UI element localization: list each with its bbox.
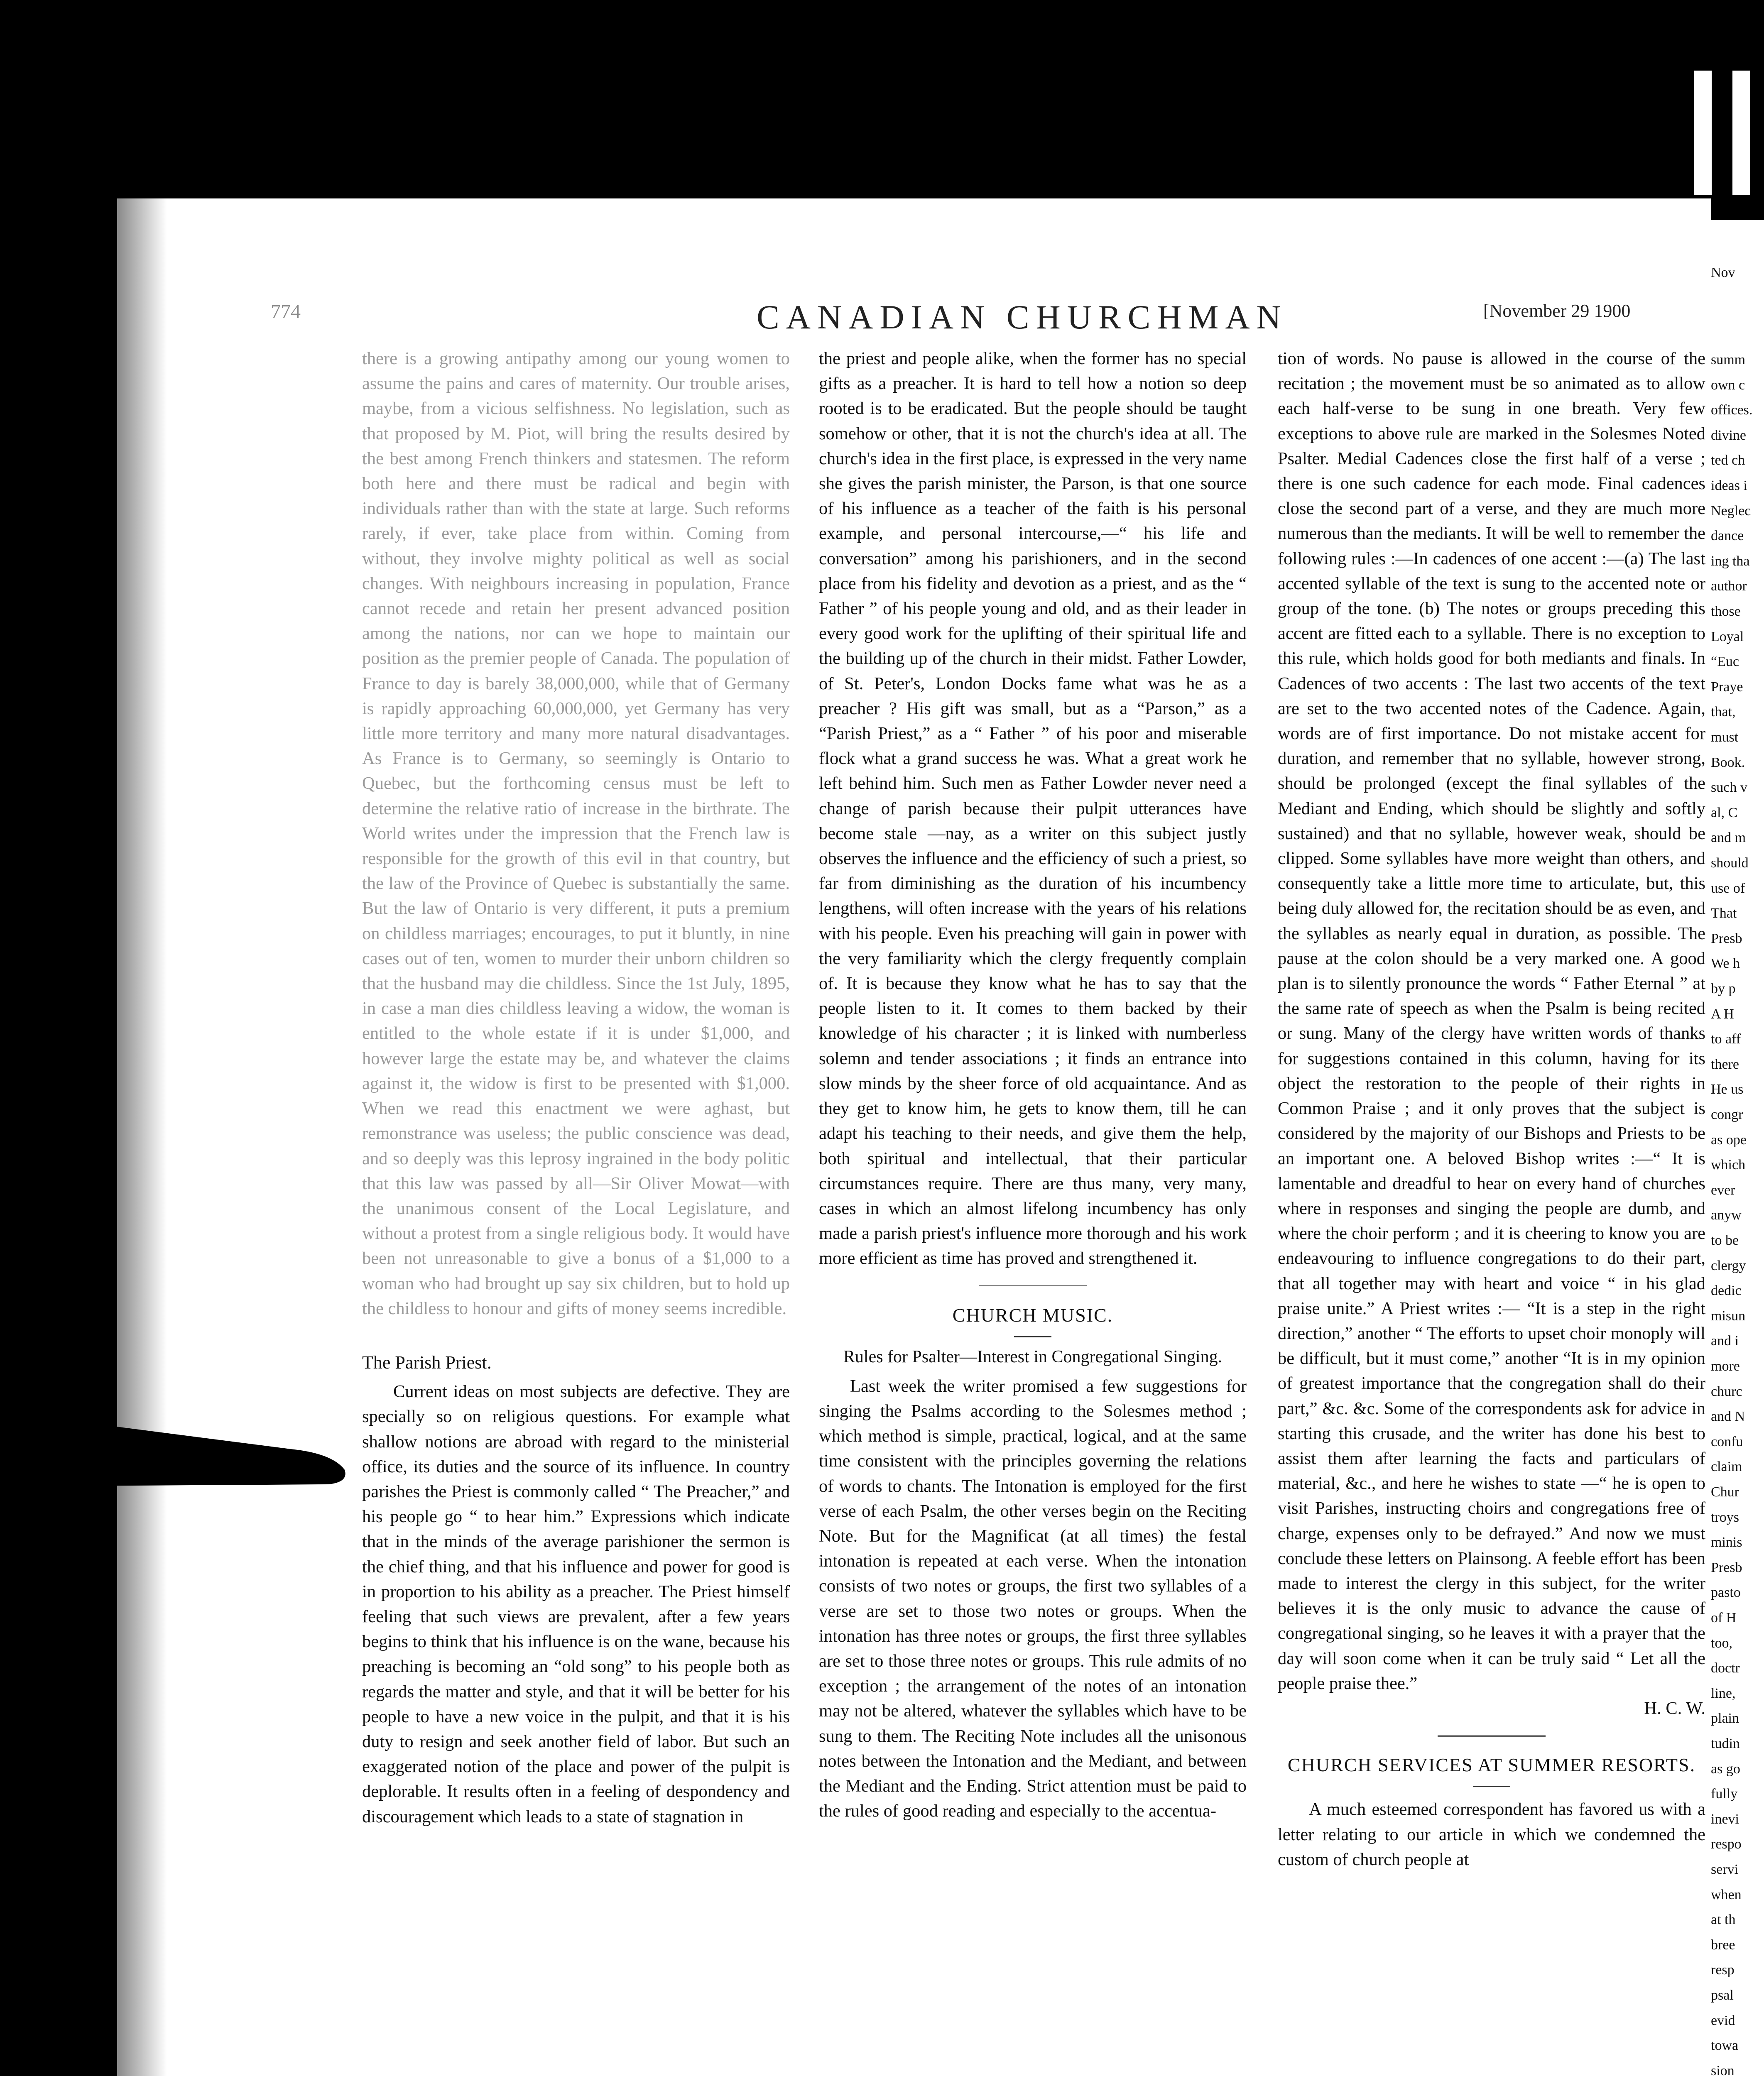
right-page-text-fragment: and m	[1711, 830, 1746, 846]
right-page-text-fragment: author	[1711, 578, 1747, 594]
right-page-text-fragment: which	[1711, 1157, 1746, 1173]
right-page-text-fragment: anyw	[1711, 1207, 1742, 1223]
article-paragraph: there is a growing antipathy among our young women to assume the pains and cares of maternity. Our trouble arises, maybe, from a vicious selfishness. No legislation, such as that proposed by M. Piot, will bring the results desired by the best among French thinkers and statesmen. The reform both here and there must be radical and begin with individuals rather than with the state at large. Such reforms rarely, if ever, take place from within. Coming from without, they involve mighty political as well as social changes. With neighbours increasing in population, France cannot recede and retain her present advanced position among the nations, nor can we hope to maintain our position as the premier people of Canada. The population of France to day is barely 38,000,000, while that of Germany is rapidly approaching 60,000,000, yet Germany has very little more territory and many more natural disadvantages. As France is to Germany, so seemingly is Ontario to Quebec, but the forthcoming census must be left to determine the relative ratio of increase in the birthrate. The World writes under the impression that the French law is responsible for the growth of this evil in that country, but the law of the Province of Quebec is substantially the same. But the law of Ontario is very different, it puts a premium on childless marriages; encourages, to put it bluntly, in nine cases out of ten, women to murder their unborn children so that the husband may die childless. Since the 1st July, 1895, in case a man dies childless leaving a widow, the woman is entitled to the whole estate if it is under $1,000, and however large the estate may be, and whatever the claims against it, the widow is first to be presented with $1,000. When we read this enactment we were aghast, but remonstrance was useless; the public conscience was dead, and so deeply was this leprosy ingrained in the body politic that this law was passed by all—Sir Oliver Mowat—with the unanimous consent of the Local Legislature, and without a protest from a single religious body. It would have been not unreasonable to give a bonus of a $1,000 to a woman who had brought up say six children, but to hold up the childless to honour and gifts of money seems incredible.	[362, 349, 790, 1318]
right-page-text-fragment: Loyal	[1711, 629, 1744, 644]
right-page-text-fragment: evid	[1711, 2012, 1735, 2028]
title-underline	[1014, 1336, 1051, 1337]
right-page-text-fragment: Nov	[1711, 265, 1735, 280]
right-page-text-fragment: clergy	[1711, 1258, 1746, 1273]
section-divider	[979, 1285, 1087, 1287]
right-page-text-fragment: divine	[1711, 427, 1746, 443]
right-page-text-fragment: and N	[1711, 1409, 1745, 1425]
masthead-title: CANADIAN CHURCHMAN	[757, 298, 1288, 336]
scan-bar-top	[1732, 71, 1750, 195]
right-page-text-fragment: ted ch	[1711, 453, 1745, 468]
right-page-text-fragment: psal	[1711, 1988, 1734, 2003]
right-page-text-fragment: those	[1711, 604, 1741, 619]
right-page-text-fragment: doctr	[1711, 1660, 1740, 1676]
column-3	[1278, 346, 1705, 1872]
section-title: CHURCH MUSIC.	[952, 1304, 1113, 1326]
right-page-text-fragment: We h	[1711, 956, 1740, 972]
page-gutter-shadow	[117, 198, 167, 2076]
right-page-text-fragment: at th	[1711, 1912, 1736, 1928]
right-page-text-fragment: tudin	[1711, 1736, 1740, 1751]
right-page-text-fragment: pasto	[1711, 1585, 1741, 1601]
right-page-text-fragment: ever	[1711, 1182, 1735, 1198]
column-2	[819, 346, 1247, 1824]
right-page-text-fragment: summ	[1711, 352, 1746, 367]
right-page-text-fragment: as ope	[1711, 1132, 1747, 1148]
right-page-text-fragment: when	[1711, 1887, 1742, 1902]
page-number: 774	[271, 301, 301, 323]
right-page-text-fragment: such v	[1711, 780, 1747, 796]
right-page-text-fragment: Neglec	[1711, 503, 1751, 519]
article-paragraph: Last week the writer promised a few suggestions for singing the Psalms according to the Solesmes method ; which method is simple, practical, logical, and at the same time consistent with the principles governing the relations of words to chants. The Intonation is employed for the first verse of each Psalm, the other verses begin on the Reciting Note. But for the Magnificat (at all times) the festal intonation is repeated at each verse. When the intonation consists of two notes or groups, the first two syllables of a verse are set to those two notes or groups. When the intonation has three notes or groups, the first three syllables are set to those three notes or groups. This rule admits of no exception ; the arrangement of the notes of an intonation may not be altered, whatever the syllables which have to be sung to them. The Reciting Note includes all the unisonous notes between the Intonation and the Mediant, and between the Mediant and the Ending. Strict attention must be paid to the rules of good reading and especially to the accentua-	[819, 1376, 1247, 1821]
right-page-text-fragment: “Euc	[1711, 654, 1739, 670]
right-page-text-fragment: Presb	[1711, 930, 1742, 946]
right-page-text-fragment: ideas i	[1711, 478, 1747, 493]
right-page-text-fragment: offices.	[1711, 402, 1753, 418]
article-subheading: Rules for Psalter—Interest in Congregational Singing.	[843, 1347, 1223, 1366]
right-page-text-fragment: A H	[1711, 1006, 1734, 1022]
right-page-text-fragment: confu	[1711, 1434, 1743, 1449]
right-page-text-fragment: to aff	[1711, 1031, 1741, 1047]
right-page-text-fragment: He us	[1711, 1082, 1744, 1097]
right-page-text-fragment: Chur	[1711, 1484, 1739, 1500]
newspaper-page	[117, 198, 1711, 2076]
right-page-text-fragment: and i	[1711, 1333, 1739, 1349]
right-page-text-fragment: bree	[1711, 1937, 1735, 1953]
right-page-text-fragment: troys	[1711, 1509, 1739, 1525]
title-underline	[1473, 1786, 1510, 1787]
right-page-text-fragment: dance	[1711, 528, 1744, 544]
right-page-text-fragment: Presb	[1711, 1559, 1742, 1575]
right-page-text-fragment: own c	[1711, 377, 1745, 393]
right-page-text-fragment: churc	[1711, 1383, 1742, 1399]
right-page-text-fragment: ing tha	[1711, 553, 1750, 569]
right-page-text-fragment: there	[1711, 1056, 1739, 1072]
right-page-text-fragment: as go	[1711, 1761, 1740, 1777]
right-page-text-fragment: must	[1711, 730, 1739, 745]
right-page-text-fragment: dedic	[1711, 1283, 1742, 1299]
author-signature: H. C. W.	[1644, 1698, 1705, 1718]
right-page-text-fragment: Praye	[1711, 679, 1743, 695]
section-title: CHURCH SERVICES AT SUMMER RESORTS.	[1287, 1754, 1696, 1776]
issue-date: [November 29 1900	[1483, 301, 1631, 321]
right-page-text-fragment: al, C	[1711, 805, 1738, 820]
article-paragraph: tion of words. No pause is allowed in the course of the recitation ; the movement must be so animated as to allow each half-verse to be sung in one breath. Very few exceptions to above rule are marked in the Solesmes Noted Psalter. Medial Cadences close the first half of a verse ; there is one such cadence for each mode. Final cadences close the second part of a verse, and they are much more numerous than the mediants. It will be well to remember the following rules :—In cadences of one accent :—(a) The last accented syllable of the text is sung to the accented note or group of the tone. (b) The notes or groups preceding this accent are fitted each to a syllable. There is no exception to this rule, which holds good for both mediants and finals. In Cadences of two accents : The last two accents of the text are set to the two accented notes of the Cadence. Again, words are of first importance. Do not mistake accent for duration, and remember that no syllable, however strong, should be prolonged (except the final syllables of the Mediant and Ending, which should be slightly and softly sustained) and that no syllable, however weak, should be clipped. Some syllables have more weight than others, and consequently take a little more time to articulate, but, this being duly allowed for, the recitation should be as even, and the syllables as nearly equal in duration, as possible. The pause at the colon should be a very marked one. A good plan is to silently pronounce the words “ Father Eternal ” at the same rate of speech as when the Psalm is being recited or sung. Many of the clergy have written words of thanks for suggestions contained in this column, having for its object the restoration to the people of their rights in Common Praise ; and it only proves that the subject is considered by the majority of our Bishops and Priests to be an important one. A beloved Bishop writes :—“ It is lamentable and dreadful to hear on every hand of churches where in responses and singing the people are dumb, and where the choir perform ; and it is cheering to know you are endeavouring to influence congregations to do their part, that all together may with heart and voice “ in his glad praise unite.” A Priest writes :— “It is a step in the right direction,” another “ The efforts to upset choir monoply will be difficult, but it must come,” another “It is in my opinion of greatest importance that the congregation shall do their part,” &c. &c. Some of the correspondents ask for advice in starting this crusade, and the writer has done his best to assist them after learning the facts and particulars of material, &c., and here he wishes to state —“ he is open to visit Parishes, instructing choirs and congregations free of charge, expenses only to be defrayed.” And now we must conclude these letters on Plainsong. A feeble effort has been made to interest the clergy in this subject, for the writer believes it is the only music to advance the cause of congregational singing, so he leaves it with a prayer that the day will soon come when it can be truly said “ Let all the people praise thee.”	[1278, 349, 1705, 1693]
right-page-text-fragment: towa	[1711, 2038, 1739, 2054]
right-page-text-fragment: minis	[1711, 1535, 1742, 1550]
right-page-text-fragment: plain	[1711, 1711, 1739, 1726]
section-divider	[1438, 1735, 1546, 1737]
article-heading: The Parish Priest.	[362, 1352, 492, 1373]
page-header	[117, 298, 1711, 336]
article-paragraph: the priest and people alike, when the former has no special gifts as a preacher. It is hard to tell how a notion so deep rooted is to be eradicated. But the people should be taught somehow or other, that it is not the church's idea at all. The church's idea in the first place, is expressed in the very name she gives the parish minister, the Parson, is that one source of his influence as a teacher of the faith is his personal example, and personal intercourse,—“ his life and conversation” among his parishioners, and in the second place from his fidelity and devotion as a priest, and as the “ Father ” of his people young and old, and as their leader in every good work for the uplifting of their spiritual life and the building up of the church in their midst. Father Lowder, of St. Peter's, London Docks fame what was he as a preacher ? His gift was small, but as a “Parson,” as a “Parish Priest,” as a “ Father ” of his poor and miserable flock what a grand success he was. What a great work he left behind him. Such men as Father Lowder never need a change of parish because their pulpit utterances have become stale —nay, as a writer on this subject justly observes the influence and the efficiency of such a priest, so far from diminishing as the duration of his incumbency lengthens, will often increase with the years of his relations with his people. Even his preaching will gain in power with the very familiarity which the clergy frequently complain of. It is because they know what he has to say that the people listen to it. It comes to them backed by their knowledge of his character ; it is linked with numberless solemn and tender associations ; it finds an entrance into slow minds by the sheer force of old acquaintance. And as they get to know him, he gets to know them, till he can adapt his teaching to their needs, and give them the help, both spiritual and intellectual, that their particular circumstances require. There are thus many, very many, cases in which an almost lifelong incumbency has only made a parish priest's influence more thorough and his work more efficient as time has proved and strengthened it.	[819, 349, 1247, 1268]
right-page-text-fragment: line,	[1711, 1685, 1736, 1701]
right-page-edge	[1703, 220, 1764, 2076]
right-page-text-fragment: That	[1711, 906, 1737, 921]
right-page-text-fragment: sion	[1711, 2063, 1735, 2076]
right-page-text-fragment: respo	[1711, 1836, 1742, 1852]
right-page-text-fragment: to be	[1711, 1233, 1739, 1248]
right-page-text-fragment: by p	[1711, 981, 1736, 996]
right-page-text-fragment: Book.	[1711, 754, 1745, 770]
right-page-text-fragment: resp	[1711, 1962, 1735, 1978]
right-page-text-fragment: fully	[1711, 1786, 1738, 1802]
scan-bar-top	[1694, 71, 1712, 195]
right-page-text-fragment: claim	[1711, 1459, 1742, 1475]
right-page-text-fragment: of H	[1711, 1610, 1737, 1626]
right-page-text-fragment: servi	[1711, 1862, 1739, 1877]
right-page-text-fragment: use of	[1711, 880, 1745, 896]
article-paragraph: A much esteemed correspondent has favored us with a letter relating to our article in which we condemned the custom of church people at	[1278, 1799, 1705, 1869]
right-page-text-fragment: inevi	[1711, 1811, 1739, 1827]
thumb-shadow	[0, 1387, 365, 1486]
right-page-text-fragment: too,	[1711, 1635, 1732, 1651]
right-page-text-fragment: misun	[1711, 1308, 1746, 1324]
column-1	[362, 346, 790, 1829]
right-page-text-fragment: more	[1711, 1359, 1740, 1374]
article-paragraph: Current ideas on most subjects are defective. They are specially so on religious questions. For example what shallow notions are abroad with regard to the ministerial office, its duties and the source of its influence. In country parishes the Priest is commonly called “ The Preacher,” and his people go “ to hear him.” Expressions which indicate that in the minds of the average parishioner the sermon is the chief thing, and that his influence and power for good is in proportion to his ability as a preacher. The Priest himself feeling that such views are prevalent, after a few years begins to think that his influence is on the wane, because his preaching is becoming an “old song” to his people both as regards the matter and style, and that it will be better for his people to have a new voice in the pulpit, and that it is his duty to resign and seek another field of labor. But such an exaggerated notion of the place and power of the pulpit is deplorable. It results often in a feeling of despondency and discouragement which leads to a state of stagnation in	[362, 1382, 790, 1826]
right-page-text-fragment: that,	[1711, 704, 1736, 720]
right-page-text-fragment: congr	[1711, 1107, 1743, 1122]
right-page-text-fragment: should	[1711, 855, 1749, 871]
